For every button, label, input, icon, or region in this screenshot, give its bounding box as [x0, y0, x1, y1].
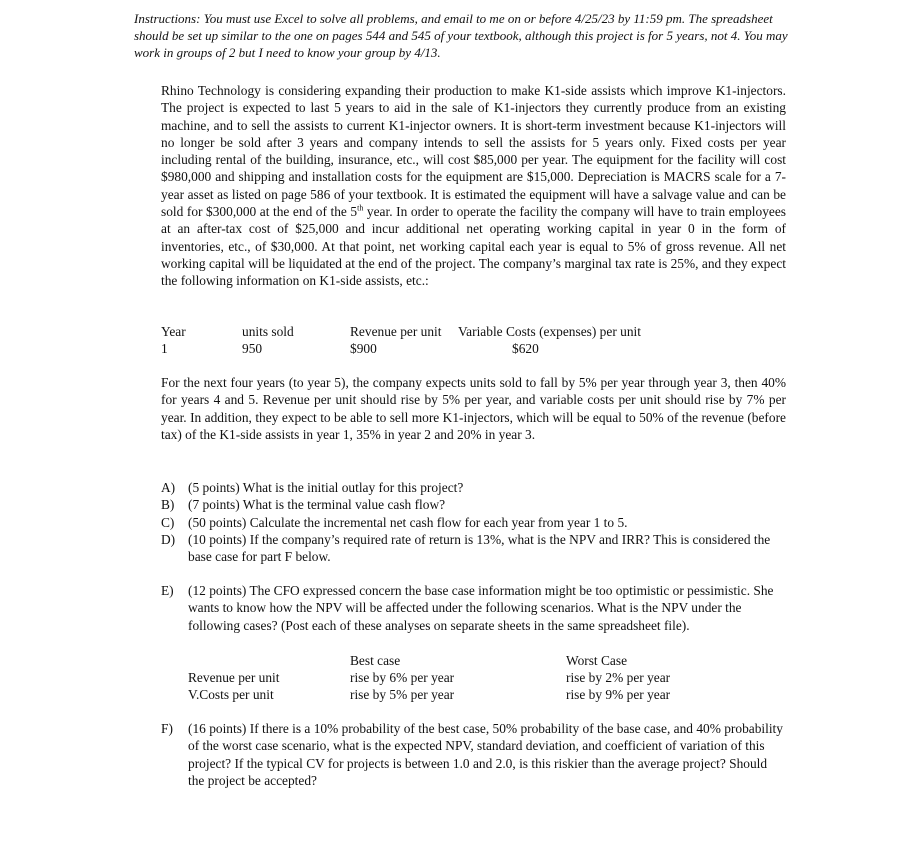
- question-item: [161, 496, 786, 513]
- question-text: (5 points) What is the initial outlay for this project?: [188, 480, 464, 495]
- table-header-units: units sold: [242, 324, 294, 339]
- table-header-variable-costs: Variable Costs (expenses) per unit: [458, 324, 641, 339]
- table-header-revenue: Revenue per unit: [350, 324, 442, 339]
- question-label: E): [161, 583, 174, 598]
- question-item: [161, 582, 786, 634]
- question-label: F): [161, 721, 173, 736]
- scenario-worst-value: rise by 2% per year: [566, 670, 671, 685]
- ordinal-suffix: th: [357, 203, 364, 213]
- question-item: [161, 720, 786, 789]
- scenario-table: [188, 652, 708, 704]
- question-label: B): [161, 497, 175, 513]
- year1-data-table: [161, 323, 721, 359]
- problem-description-part1: Rhino Technology is considering expanding their production to make K1-side assists which improve K1-injectors. The project is expected to last 5 years to aid in the sale of K1-injectors they currently produce from an existing machine, and to sell the assists to current K1-injector owners. It is short-term investment because K1-injectors will no longer be sold after 3 years and company intends to sell the assists for 5 years only. Fixed costs per year including rental of the building, insurance, etc., will cost $85,000 per year. The equipment for the facility will cost $980,000 and shipping and installation costs for the equipment are $15,000. Depreciation is MACRS scale for a 7-year asset as listed on page 586 of your textbook. It is estimated the equipment will have a salvage value and can be sold for $300,000 at the end of the 5: [161, 83, 786, 220]
- question-label: A): [161, 480, 176, 495]
- question-item: [161, 514, 786, 531]
- question-text: (16 points) If there is a 10% probability of the best case, 50% probability of the base case, and 40% probability of the worst case scenario, what is the expected NPV, standard deviation, and coefficient of variation of this project? If the typical CV for projects is between 1.0 and 2.0, is this riskier than the average project? Should the project be accepted?: [188, 721, 783, 788]
- question-label: D): [161, 531, 176, 547]
- question-label: C): [161, 514, 175, 530]
- problem-description: [161, 82, 786, 290]
- table-cell-year: 1: [161, 341, 168, 356]
- scenario-best-value: rise by 5% per year: [350, 687, 455, 702]
- question-text: (10 points) If the company’s required rate of return is 13%, what is the NPV and IRR? This is considered the base case for part F below.: [188, 531, 771, 565]
- table-cell-variable-costs: $620: [512, 341, 539, 356]
- question-e: [161, 582, 786, 634]
- question-item: [161, 479, 786, 496]
- scenario-row-label: Revenue per unit: [188, 670, 280, 685]
- forecast-paragraph: For the next four years (to year 5), the company expects units sold to fall by 5% per year through year 3, then 40% for years 4 and 5. Revenue per unit should rise by 5% per year, and variable costs per unit should rise by 7% per year. In addition, they expect to be able to sell more K1-injectors, which will be equal to 50% of the revenue (before tax) of the K1-side assists in year 1, 35% in year 2 and 20% in year 3.: [161, 375, 786, 442]
- scenario-header-worst: Worst Case: [566, 653, 628, 668]
- problem-description-part2: year. In order to operate the facility the company will have to train employees at an after-tax cost of $25,000 and incur additional net operating working capital in year 0 in the form of inventories, etc., of $30,000. At that point, net working capital each year is equal to 5% of gross revenue. All net working capital will be liquidated at the end of the project. The company’s marginal tax rate is 25%, and they expect the following information on K1-side assists, etc.:: [161, 204, 786, 289]
- scenario-worst-value: rise by 9% per year: [566, 687, 671, 702]
- instructions-text: Instructions: You must use Excel to solve all problems, and email to me on or before 4/25/23 by 11:59 pm. The spreadsheet should be set up similar to the one on pages 544 and 545 of your textbook, although this project is for 5 years, not 4. You may work in groups of 2 but I need to know your group by 4/13.: [134, 11, 788, 60]
- table-header-year: Year: [161, 324, 186, 339]
- question-text: (50 points) Calculate the incremental net cash flow for each year from year 1 to 5.: [188, 514, 628, 530]
- scenario-header-best: Best case: [350, 653, 401, 668]
- question-item: [161, 531, 786, 566]
- table-cell-revenue: $900: [350, 341, 377, 356]
- table-cell-units: 950: [242, 341, 263, 356]
- question-text: (12 points) The CFO expressed concern the base case information might be too optimistic or pessimistic. She wants to know how the NPV will be affected under the following scenarios. What is the NPV under the following cases? (Post each of these analyses on separate sheets in the same spreadsheet file).: [188, 583, 774, 633]
- question-list-a-d: [161, 479, 786, 565]
- scenario-row-label: V.Costs per unit: [188, 687, 274, 702]
- question-f: [161, 720, 786, 789]
- question-text: (7 points) What is the terminal value cash flow?: [188, 497, 446, 513]
- scenario-best-value: rise by 6% per year: [350, 670, 455, 685]
